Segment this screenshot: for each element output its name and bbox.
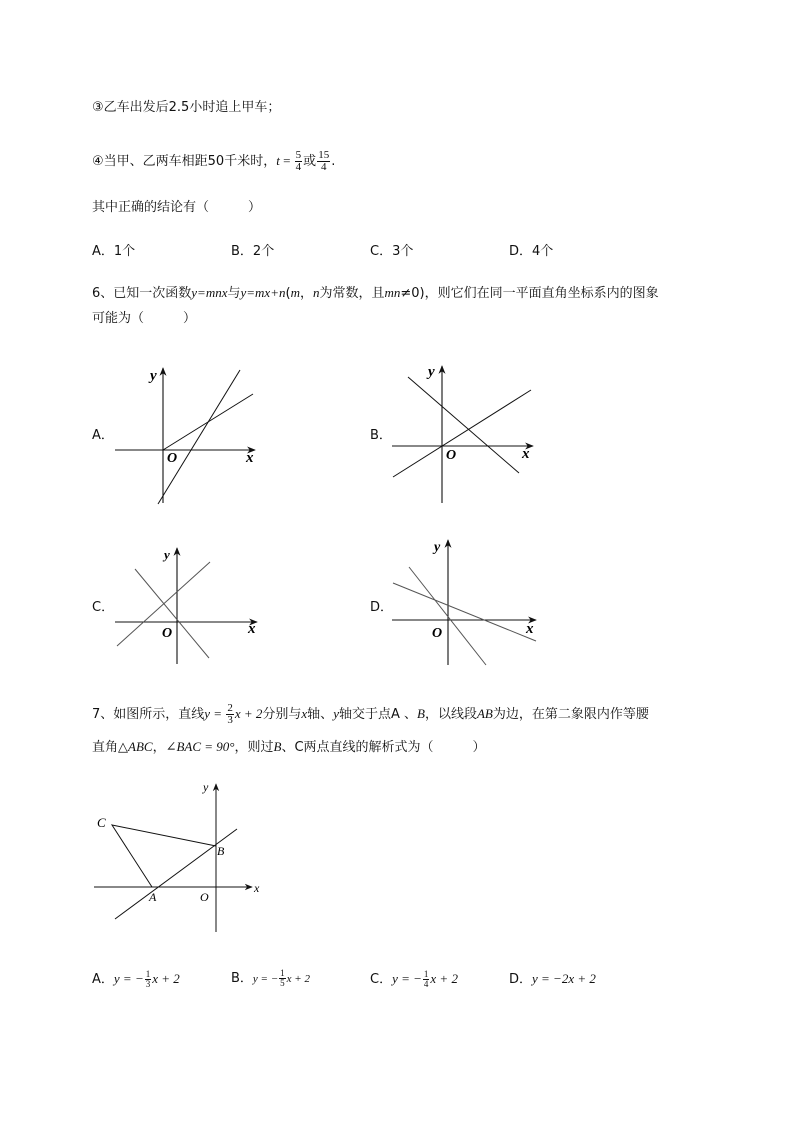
label-c: C — [97, 815, 106, 830]
q5-item4-t: t — [276, 153, 280, 168]
x-label: x — [246, 450, 254, 466]
line-ab — [115, 829, 237, 919]
label-a: A — [149, 890, 157, 904]
origin-label: O — [432, 626, 443, 641]
q7-stem-line1: 7、如图所示，直线y = $\frac{2}{3}$ x + 2分别与x轴、y轴交于点A 、B，以线段AB为边，在第二象限内作等腰 — [92, 702, 649, 726]
q5-option-c: C．3个 — [370, 244, 414, 259]
q5-option-d: D．4个 — [509, 244, 554, 259]
q5-fraction-1: $\frac{5}{4}$ — [295, 149, 302, 173]
q5-item4-or: 或 — [303, 154, 317, 169]
q6-option-c-label: C． — [92, 600, 115, 615]
q6-stem-line2: 可能为（ ） — [92, 311, 197, 326]
label-o: O — [200, 890, 209, 904]
label-x: x — [254, 881, 260, 895]
q7-stem-line2: 直角△ABC，∠BAC = 90°，则过B、C两点直线的解析式为（ ） — [92, 739, 486, 755]
origin-label: O — [162, 626, 173, 641]
y-label: y — [434, 540, 441, 555]
q5-fraction-2: $\frac{15}{4}$ — [318, 149, 330, 173]
x-label: x — [526, 621, 534, 637]
q6-option-a-label: A． — [92, 428, 114, 443]
q5-item4-end: . — [331, 154, 336, 169]
label-y: y — [203, 780, 209, 794]
q5-option-b: B．2个 — [231, 244, 275, 259]
q5-item4-eq: = — [279, 153, 294, 168]
y-label: y — [428, 364, 435, 380]
label-b: B — [217, 844, 225, 858]
q7-fraction: $\frac{2}{3}$ — [227, 702, 233, 726]
q6-option-d-label: D． — [370, 600, 394, 615]
q7-option-a: A．y = − $\frac{1}{3}$ x + 2 — [92, 969, 180, 989]
origin-label: O — [446, 448, 457, 463]
q6-stem-line1: 6、已知一次函数y=mnx与y=mx+n(m，n为常数，且mn≠0)，则它们在同一平面直角坐标系内的图象 — [92, 285, 659, 301]
q5-item4-prefix: ④当甲、乙两车相距50千米时， — [92, 154, 277, 169]
y-label: y — [164, 547, 170, 562]
q5-item3: ③乙车出发后2.5小时追上甲车； — [92, 100, 281, 115]
q7-option-b: B．y = − $\frac{1}{5}$ x + 2 — [231, 968, 310, 988]
y-label: y — [150, 368, 157, 384]
x-label: x — [522, 446, 530, 462]
x-label: x — [248, 621, 256, 637]
q7-option-d: D．y = −2x + 2 — [509, 971, 596, 987]
q6-option-b-label: B． — [370, 428, 392, 443]
q7-option-c: C．y = − $\frac{1}{4}$ x + 2 — [370, 969, 458, 989]
origin-label: O — [167, 451, 178, 466]
q5-option-a: A．1个 — [92, 244, 136, 259]
q5-prompt: 其中正确的结论有（ ） — [92, 200, 262, 215]
